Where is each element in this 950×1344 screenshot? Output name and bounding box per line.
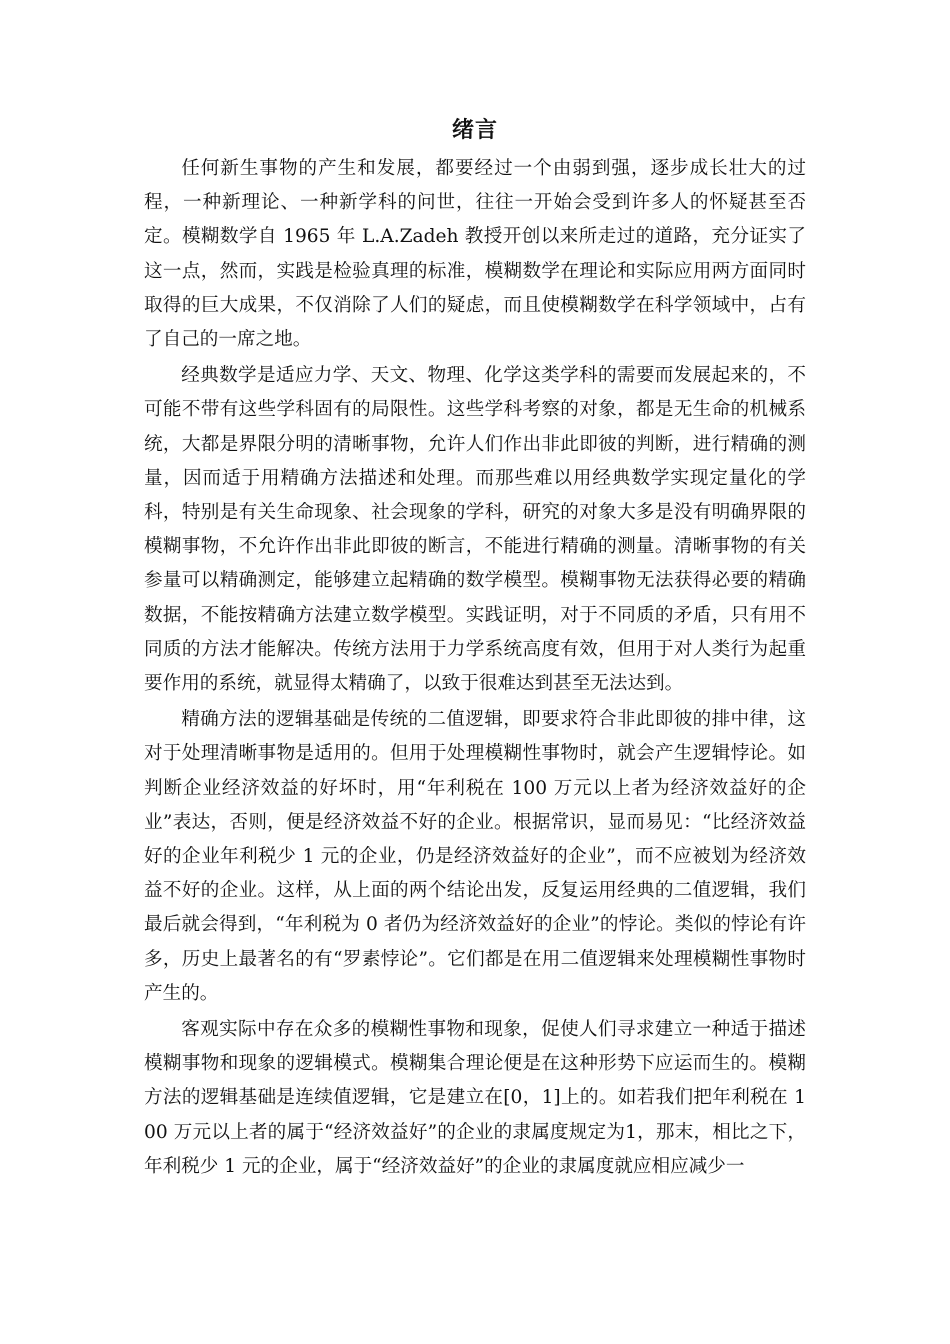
paragraph-4: 客观实际中存在众多的模糊性事物和现象，促使人们寻求建立一种适于描述模糊事物和现象的逻辑模式。模糊集合理论便是在这种形势下应运而生的。模糊方法的逻辑基础是连续值逻辑，它是建立在[0，1]上的。如若我们把年利税在 100 万元以上者的属于“经济效益好”的企业的隶属度规定为1，那末，相比之下，年利税少 1 元的企业，属于“经济效益好”的企业的隶属度就应相应减少一	[144, 1019, 806, 1177]
document-page	[144, 110, 806, 1186]
paragraph-1: 任何新生事物的产生和发展，都要经过一个由弱到强，逐步成长壮大的过程，一种新理论、一种新学科的问世，往往一开始会受到许多人的怀疑甚至否定。模糊数学自 1965 年 L.A.Zadeh 教授开创以来所走过的道路，充分证实了这一点，然而，实践是检验真理的标准，模糊数学在理论和实际应用两方面同时取得的巨大成果，不仅消除了人们的疑虑，而且使模糊数学在科学领域中，占有了自己的一席之地。	[144, 158, 806, 351]
paragraph-2: 经典数学是适应力学、天文、物理、化学这类学科的需要而发展起来的，不可能不带有这些学科固有的局限性。这些学科考察的对象，都是无生命的机械系统，大都是界限分明的清晰事物，允许人们作出非此即彼的判断，进行精确的测量，因而适于用精确方法描述和处理。而那些难以用经典数学实现定量化的学科，特别是有关生命现象、社会现象的学科，研究的对象大多是没有明确界限的模糊事物，不允许作出非此即彼的断言，不能进行精确的测量。清晰事物的有关参量可以精确测定，能够建立起精确的数学模型。模糊事物无法获得必要的精确数据，不能按精确方法建立数学模型。实践证明，对于不同质的矛盾，只有用不同质的方法才能解决。传统方法用于力学系统高度有效，但用于对人类行为起重要作用的系统，就显得太精确了，以致于很难达到甚至无法达到。	[144, 365, 806, 695]
page-title: 绪言	[451, 117, 498, 143]
paragraph-3: 精确方法的逻辑基础是传统的二值逻辑，即要求符合非此即彼的排中律，这对于处理清晰事物是适用的。但用于处理模糊性事物时，就会产生逻辑悖论。如判断企业经济效益的好坏时，用“年利税在 100 万元以上者为经济效益好的企业”表达，否则，便是经济效益不好的企业。根据常识，显而易见：“比经济效益好的企业年利税少 1 元的企业，仍是经济效益好的企业”，而不应被划为经济效益不好的企业。这样，从上面的两个结论出发，反复运用经典的二值逻辑，我们最后就会得到，“年利税为 0 者仍为经济效益好的企业”的悖论。类似的悖论有许多，历史上最著名的有“罗素悖论”。它们都是在用二值逻辑来处理模糊性事物时产生的。	[144, 709, 806, 1004]
